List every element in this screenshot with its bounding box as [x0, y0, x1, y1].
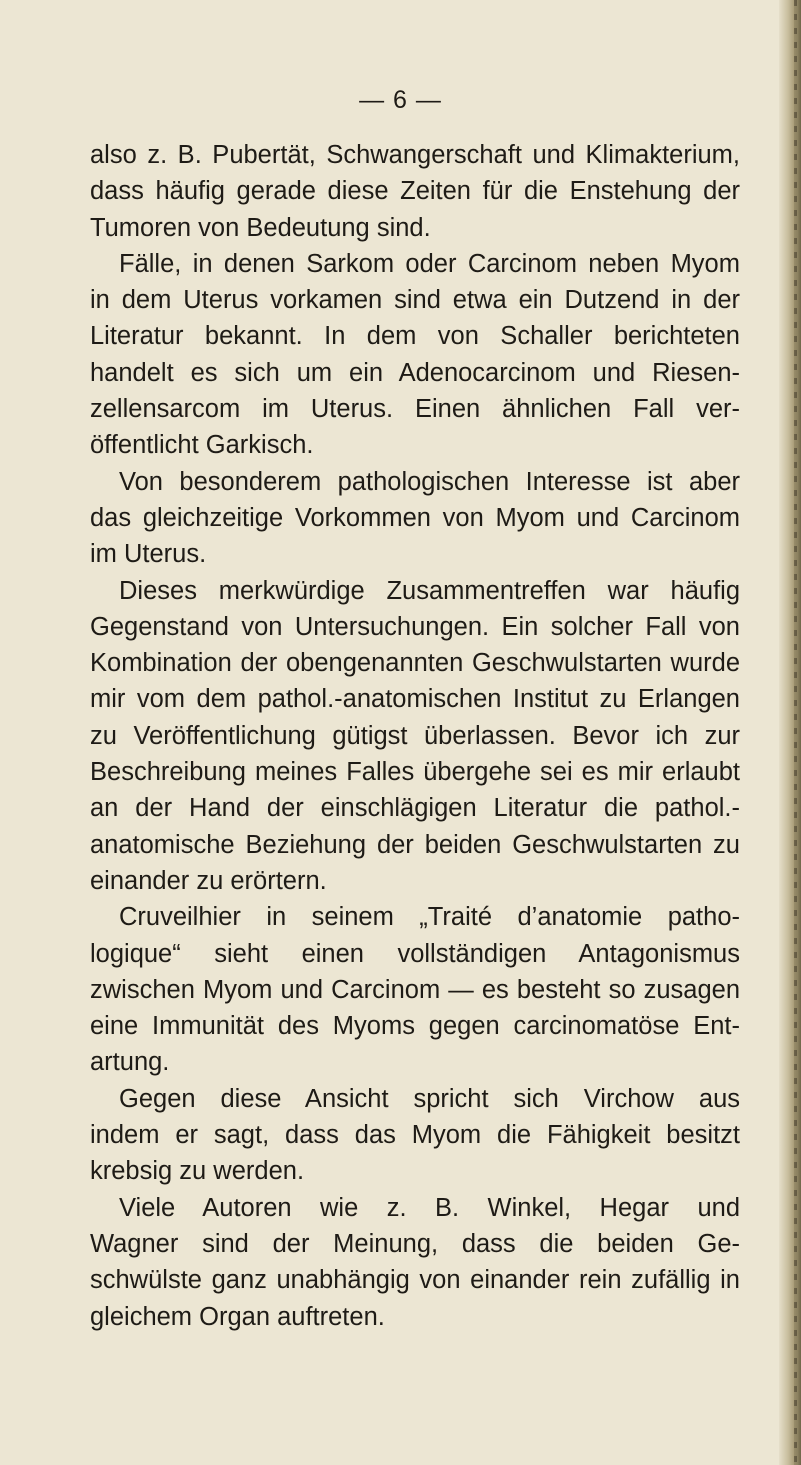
text-line: an der Hand der einschlägigen Literatur die pathol.- — [90, 794, 740, 823]
text-line: schwülste ganz unabhängig von einander rein zufällig in — [90, 1266, 740, 1295]
page-number: — 6 — — [359, 86, 442, 114]
text-line: einander zu erörtern. — [90, 866, 327, 895]
text-line: im Uterus. — [90, 540, 207, 569]
text-line: mir vom dem pathol.-anatomischen Institut zu Erlangen — [90, 685, 740, 714]
text-line: gleichem Organ auftreten. — [90, 1302, 385, 1331]
text-line: in dem Uterus vorkamen sind etwa ein Dutzend in der — [90, 286, 740, 315]
text-line: Cruveilhier in seinem „Traité d’anatomie patho- — [119, 903, 740, 932]
text-line: artung. — [90, 1048, 170, 1077]
text-line: indem er sagt, dass das Myom die Fähigkeit besitzt — [90, 1121, 740, 1150]
text-line: zwischen Myom und Carcinom — es besteht so zusagen — [90, 975, 740, 1004]
text-line: krebsig zu werden. — [90, 1157, 305, 1186]
text-line: das gleichzeitige Vorkommen von Myom und Carcinom — [90, 503, 740, 532]
text-line: Viele Autoren wie z. B. Winkel, Hegar und — [119, 1193, 740, 1222]
text-line: Von besonderem pathologischen Interesse ist aber — [119, 467, 740, 496]
text-line: handelt es sich um ein Adenocarcinom und Riesen- — [90, 358, 740, 387]
text-line: Dieses merkwürdige Zusammentreffen war häufig — [119, 576, 740, 605]
text-line: Fälle, in denen Sarkom oder Carcinom neben Myom — [119, 249, 740, 278]
text-line: anatomische Beziehung der beiden Geschwulstarten zu — [90, 830, 740, 859]
text-line: dass häufig gerade diese Zeiten für die Enstehung der — [90, 177, 740, 206]
body-text — [90, 137, 740, 1335]
text-line: Gegen diese Ansicht spricht sich Virchow aus — [119, 1084, 740, 1113]
text-line: zellensarcom im Uterus. Einen ähnlichen Fall ver- — [90, 395, 740, 424]
text-line: eine Immunität des Myoms gegen carcinomatöse Ent- — [90, 1012, 740, 1041]
book-binding-edge — [779, 0, 801, 1465]
text-line: zu Veröffentlichung gütigst überlassen. Bevor ich zur — [90, 721, 740, 750]
text-line: Beschreibung meines Falles übergehe sei es mir erlaubt — [90, 758, 740, 787]
text-line: Tumoren von Bedeutung sind. — [90, 213, 431, 242]
text-line: Kombination der obengenannten Geschwulstarten wurde — [90, 649, 740, 678]
text-line: Gegenstand von Untersuchungen. Ein solcher Fall von — [90, 612, 740, 641]
text-line: öffentlicht Garkisch. — [90, 431, 314, 460]
text-line: logique“ sieht einen vollständigen Antagonismus — [90, 939, 740, 968]
text-line: also z. B. Pubertät, Schwangerschaft und Klimakterium, — [90, 141, 740, 169]
text-line: Wagner sind der Meinung, dass die beiden Ge- — [90, 1229, 740, 1258]
text-line: Literatur bekannt. In dem von Schaller berichteten — [90, 322, 740, 351]
